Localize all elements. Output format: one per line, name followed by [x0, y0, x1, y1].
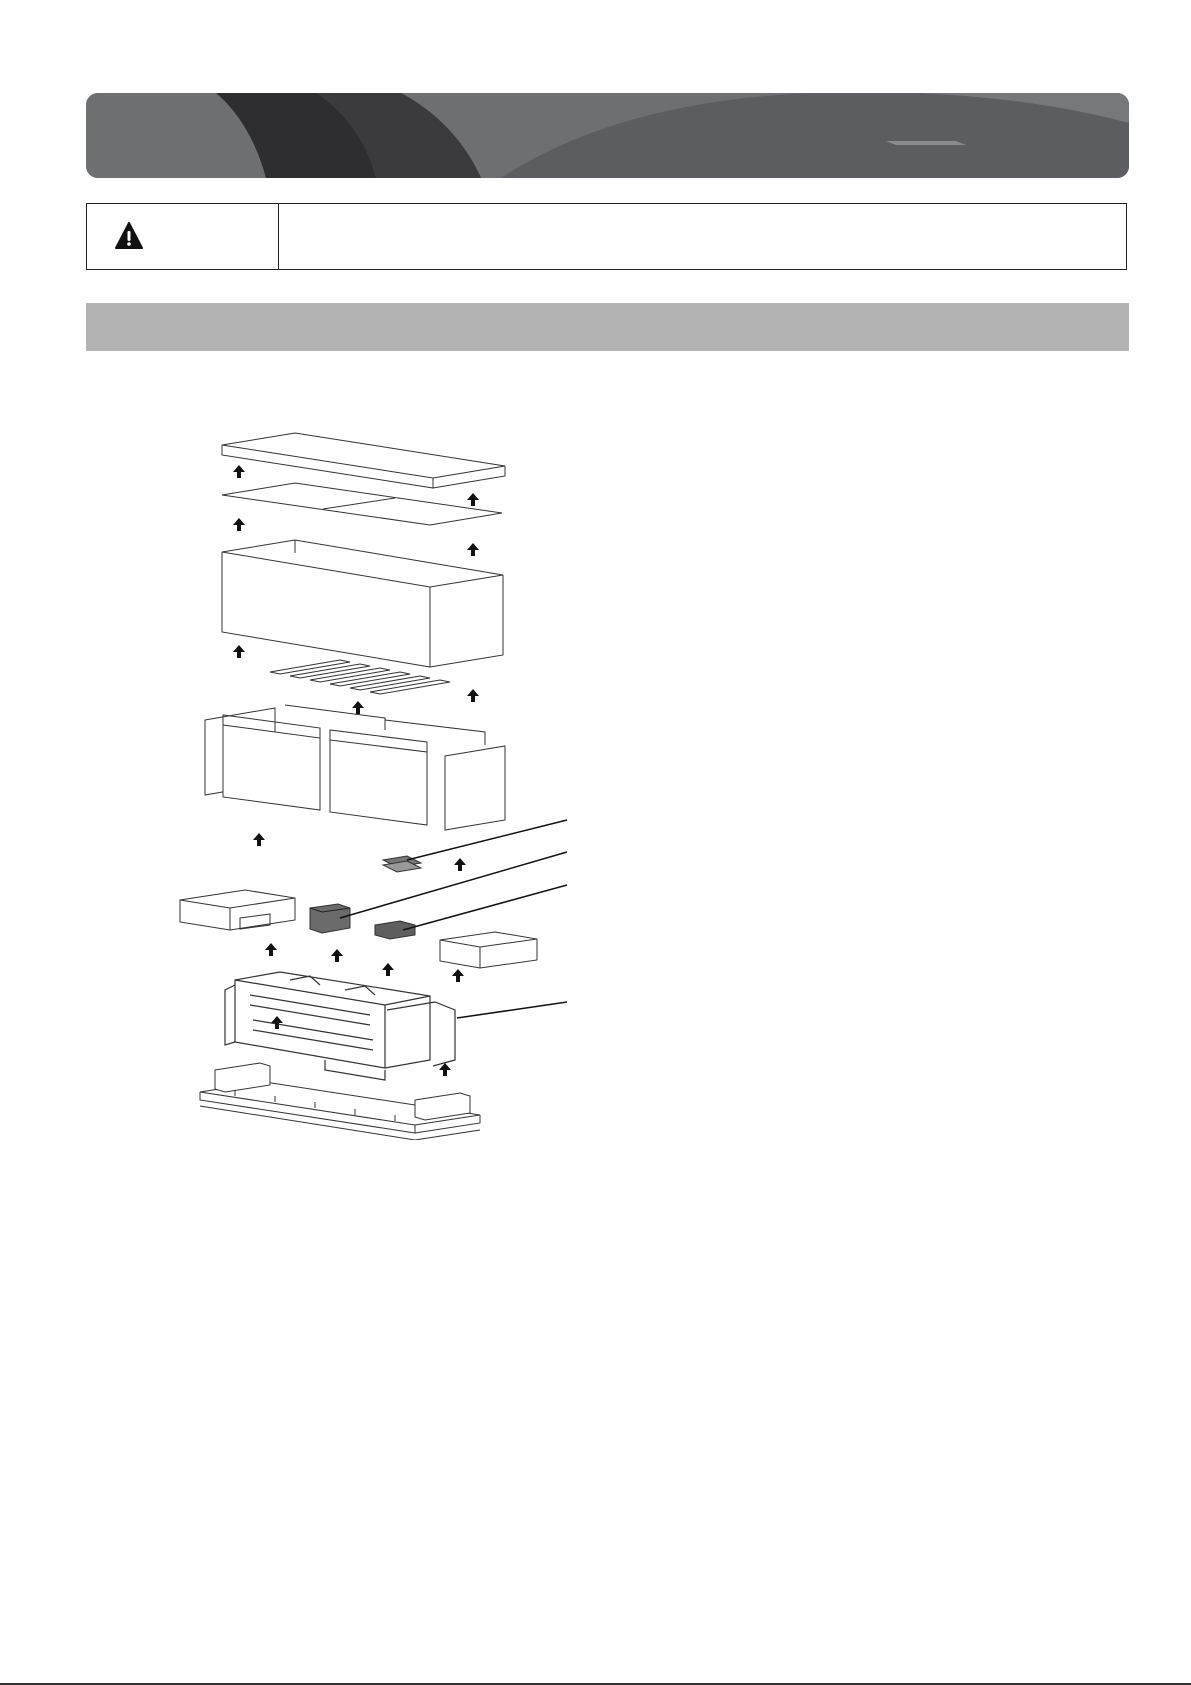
- packaging-exploded-diagram: [175, 420, 575, 1140]
- caution-box: [86, 203, 1127, 270]
- right-end-cap: [440, 932, 537, 968]
- support-slats: [270, 660, 450, 694]
- header-banner: [86, 93, 1129, 178]
- accessory-box-large: [310, 904, 350, 933]
- header-banner-graphic: [86, 93, 1129, 178]
- warning-triangle-icon: [114, 221, 144, 251]
- outer-carton: [222, 540, 503, 667]
- pallet-base: [200, 1063, 480, 1140]
- left-end-cap: [180, 890, 295, 930]
- top-sheet: [222, 483, 502, 525]
- caution-label-cell: [87, 204, 279, 269]
- inner-panels: [205, 705, 505, 830]
- top-lid-board: [222, 433, 505, 488]
- section-header-bar: [86, 303, 1129, 351]
- accessory-box-small: [375, 921, 415, 939]
